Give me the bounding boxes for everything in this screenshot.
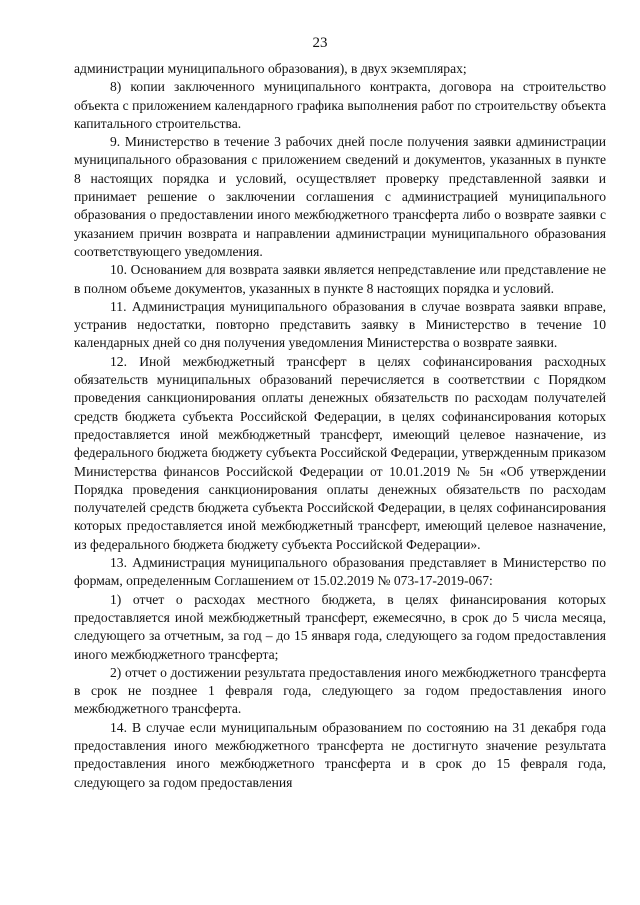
paragraph-12: 12. Иной межбюджетный трансферт в целях софинансирования расходных обязательств муниципальных образований перечисляется в соответствии с Порядком проведения санкционирования оплаты денежных обязательств по расходам получателей средств бюджета субъекта Российской Федерации, в целях софинансирования которых предоставляется иной межбюджетный трансферт, имеющий целевое назначение, из федерального бюджета бюджету субъекта Российской Федерации, утвержденным приказом Министерства финансов Российской Федерации от 10.01.2019 № 5н «Об утверждении Порядка проведения санкционирования оплаты денежных обязательств по расходам получателей средств бюджета субъекта Российской Федерации, в целях софинансирования которых предоставляется иной межбюджетный трансферт, имеющий целевое назначение, из федерального бюджета бюджету субъекта Российской Федерации». — [74, 353, 606, 552]
paragraph-13: 13. Администрация муниципального образования представляет в Министерство по формам, определенным Соглашением от 15.02.2019 № 073-17-2019-067: — [74, 555, 606, 589]
paragraph-10: 10. Основанием для возврата заявки является непредставление или представление не в полном объеме документов, указанных в пункте 8 настоящих порядка и условий. — [74, 262, 606, 296]
page-number: 23 — [312, 35, 328, 51]
paragraph-9: 9. Министерство в течение 3 рабочих дней после получения заявки администрации муниципального образования с приложением сведений и документов, указанных в пункте 8 настоящих порядка и условий, осуществляет проверку представленной заявки и принимает решение о заключении соглашения с администрацией муниципального образования о предоставлении иного межбюджетного трансферта либо о возврате заявки с указанием причин возврата и направлении администрации муниципального образования соответствующего уведомления. — [74, 134, 606, 259]
paragraph-11: 11. Администрация муниципального образования в случае возврата заявки вправе, устранив недостатки, повторно представить заявку в Министерство в течение 10 календарных дней со дня получения уведомления Министерства о возврате заявки. — [74, 298, 606, 351]
paragraph-13-item-1: 1) отчет о расходах местного бюджета, в целях финансирования которых предоставляется иной межбюджетный трансферт, ежемесячно, в срок до 5 числа месяца, следующего за отчетным, за год – до 15 января года, следующего за годом предоставления иного межбюджетного трансферта; — [74, 591, 606, 662]
paragraph-14: 14. В случае если муниципальным образованием по состоянию на 31 декабря года предоставления иного межбюджетного трансферта не достигнуто значение результата предоставления иного межбюджетного трансферта и в срок до 15 февраля года, следующего за годом предоставления — [74, 719, 606, 790]
paragraph-13-item-2: 2) отчет о достижении результата предоставления иного межбюджетного трансферта в срок не позднее 1 февраля года, следующего за годом предоставления иного межбюджетного трансферта. — [74, 664, 606, 717]
paragraph-continuation: администрации муниципального образования), в двух экземплярах; — [74, 61, 467, 76]
document-body — [74, 60, 606, 792]
paragraph-item-8: 8) копии заключенного муниципального контракта, договора на строительство объекта с приложением календарного графика выполнения работ по строительству объекта капитального строительства. — [74, 79, 606, 131]
